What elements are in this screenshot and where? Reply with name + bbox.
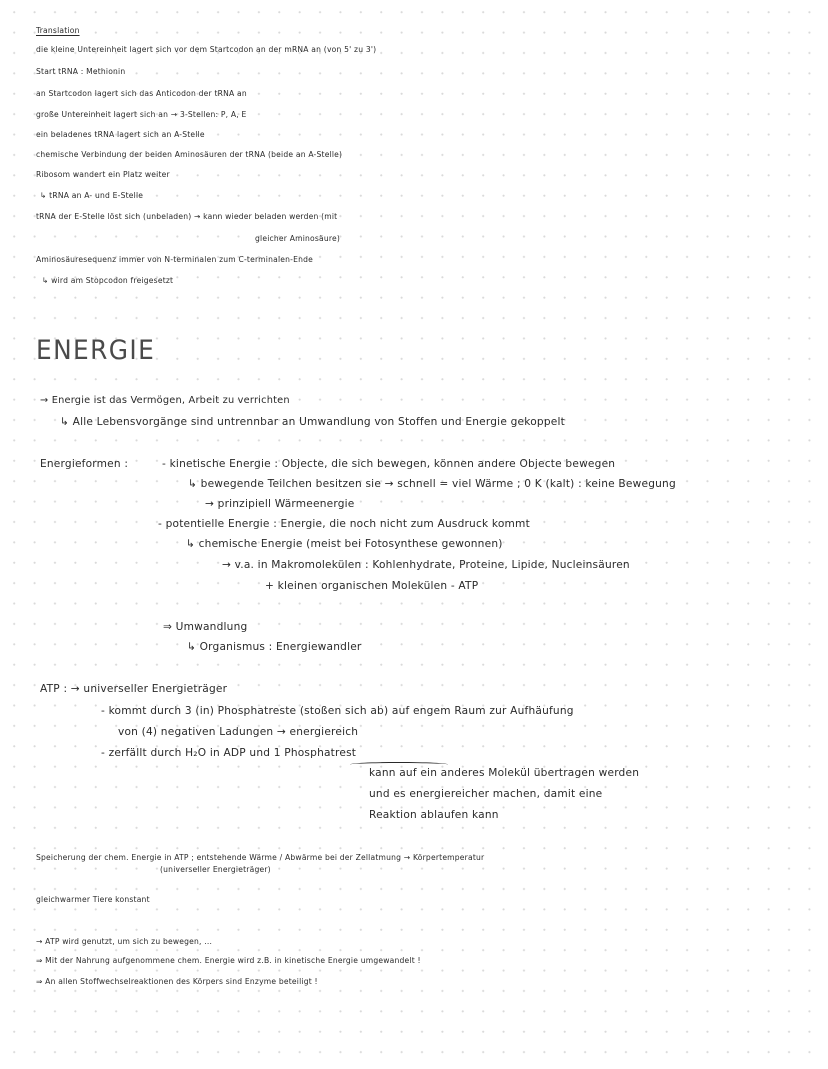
translation-heading: Translation xyxy=(36,26,80,35)
note-line: die kleine Untereinheit lagert sich vor dem Startcodon an der mRNA an (von 5' zu 3') xyxy=(36,45,377,54)
note-line: ein beladenes tRNA lagert sich an A-Stelle xyxy=(36,130,205,139)
note-line: Aminosäuresequenz immer von N-terminalen zum C-terminalen-Ende xyxy=(36,255,313,264)
note-line: Speicherung der chem. Energie in ATP ; entstehende Wärme / Abwärme bei der Zellatmung → Körpertemperatur xyxy=(36,853,485,862)
note-line: chemische Verbindung der beiden Aminosäuren der tRNA (beide an A-Stelle) xyxy=(36,150,343,159)
note-line: → prinzipiell Wärmeenergie xyxy=(205,498,355,510)
note-line: - kinetische Energie : Objecte, die sich bewegen, können andere Objecte bewegen xyxy=(162,458,616,470)
note-line: tRNA der E-Stelle löst sich (unbeladen) → kann wieder beladen werden (mit xyxy=(36,212,338,221)
page-title: ENERGIE xyxy=(36,335,156,366)
note-line: von (4) negativen Ladungen → energiereich xyxy=(118,726,359,738)
note-line: → v.a. in Makromolekülen : Kohlenhydrate, Proteine, Lipide, Nucleinsäuren xyxy=(222,559,630,571)
note-line: ↳ chemische Energie (meist bei Fotosynthese gewonnen) xyxy=(186,538,503,550)
note-line: Reaktion ablaufen kann xyxy=(369,809,499,821)
note-line: Ribosom wandert ein Platz weiter xyxy=(36,170,170,179)
note-line: - potentielle Energie : Energie, die noch nicht zum Ausdruck kommt xyxy=(158,518,530,530)
note-line: (universeller Energieträger) xyxy=(160,865,271,874)
note-line: ↳ wird am Stopcodon freigesetzt xyxy=(42,276,174,285)
note-line: ⇒ Mit der Nahrung aufgenommene chem. Energie wird z.B. in kinetische Energie umgewandelt ! xyxy=(36,956,421,965)
note-line: + kleinen organischen Molekülen - ATP xyxy=(265,580,479,592)
note-line: → ATP wird genutzt, um sich zu bewegen, ... xyxy=(36,937,213,946)
note-line: gleicher Aminosäure) xyxy=(255,234,341,243)
note-line: ⇒ An allen Stoffwechselreaktionen des Körpers sind Enzyme beteiligt ! xyxy=(36,977,318,986)
note-line: - kommt durch 3 (in) Phosphatreste (stoßen sich ab) auf engem Raum zur Aufhäufung xyxy=(101,705,574,717)
energieformen-label: Energieformen : xyxy=(40,458,129,470)
note-line: → Energie ist das Vermögen, Arbeit zu verrichten xyxy=(40,395,290,406)
note-line: - zerfällt durch H₂O in ADP und 1 Phosphatrest xyxy=(101,747,357,759)
note-line: große Untereinheit lagert sich an → 3-Stellen: P, A, E xyxy=(36,110,247,119)
note-line: ↳ Alle Lebensvorgänge sind untrennbar an Umwandlung von Stoffen und Energie gekoppelt xyxy=(60,416,565,428)
note-line: kann auf ein anderes Molekül übertragen werden xyxy=(369,767,640,779)
note-line: gleichwarmer Tiere konstant xyxy=(36,895,150,904)
note-line: ↳ tRNA an A- und E-Stelle xyxy=(40,191,144,200)
note-line: an Startcodon lagert sich das Anticodon der tRNA an xyxy=(36,89,247,98)
note-line: ↳ bewegende Teilchen besitzen sie → schnell = viel Wärme ; 0 K (kalt) : keine Bewegung xyxy=(188,478,676,490)
note-line: Start tRNA : Methionin xyxy=(36,67,126,76)
note-line: und es energiereicher machen, damit eine xyxy=(369,788,603,800)
atp-label: ATP : → universeller Energieträger xyxy=(40,683,228,695)
note-line: ↳ Organismus : Energiewandler xyxy=(187,641,362,653)
note-line: ⇒ Umwandlung xyxy=(163,621,248,633)
